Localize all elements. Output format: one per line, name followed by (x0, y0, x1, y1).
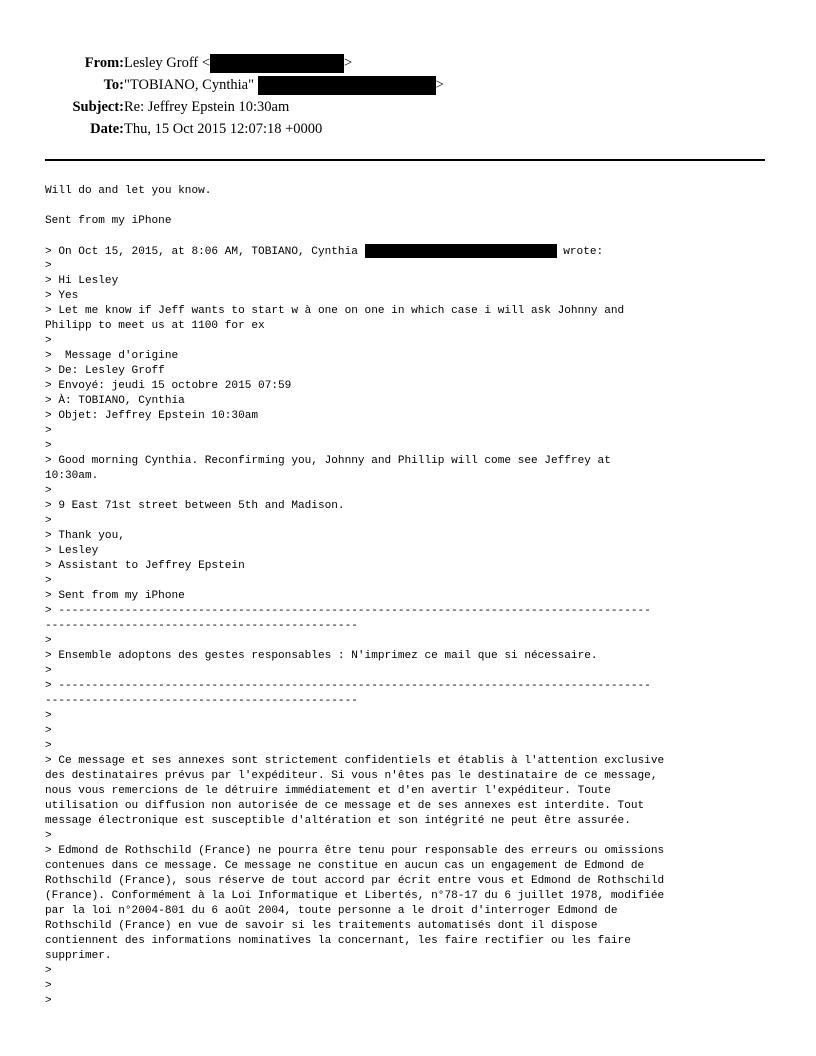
quote-intro-end: wrote: (556, 245, 604, 258)
quoted-line: contiennent des informations nominatives la concernant, les faire rectifier ou les faire (45, 935, 631, 947)
reply-text: Will do and let you know. (45, 185, 212, 197)
quoted-line: > (45, 710, 52, 722)
to-value (124, 74, 444, 96)
redaction-box (258, 76, 436, 95)
quoted-line: > (45, 725, 52, 737)
quote-intro (45, 244, 780, 259)
quoted-line: 10:30am. (45, 470, 99, 482)
quoted-line: > (45, 995, 52, 1007)
quoted-line: > (45, 335, 52, 347)
to-tail: > (435, 77, 444, 93)
quoted-line: Rothschild (France) en vue de savoir si les traitements automatisés dont il dispose (45, 920, 598, 932)
to-label: To: (103, 77, 124, 93)
quoted-line: > (45, 575, 52, 587)
quoted-line: > Envoyé: jeudi 15 octobre 2015 07:59 (45, 380, 292, 392)
quoted-line: > (45, 965, 52, 977)
quoted-line: contenues dans ce message. Ce message ne constitue en aucun cas un engagement de Edmond de (45, 860, 645, 872)
quoted-line: message électronique est susceptible d'altération et son intégrité ne peut être assurée. (45, 815, 631, 827)
to-name: "TOBIANO, Cynthia" (124, 77, 258, 93)
quoted-line: > Sent from my iPhone (45, 590, 185, 602)
quoted-line: > Good morning Cynthia. Reconfirming you, Johnny and Phillip will come see Jeffrey at (45, 455, 611, 467)
quoted-line: supprimer. (45, 950, 112, 962)
quoted-line: Rothschild (France), sous réserve de tout accord par écrit entre vous et Edmond de Rothschild (45, 875, 665, 887)
quoted-line: > 9 East 71st street between 5th and Madison. (45, 500, 345, 512)
quoted-line: > Edmond de Rothschild (France) ne pourra être tenu pour responsable des erreurs ou omissions (45, 845, 665, 857)
quoted-line: > À: TOBIANO, Cynthia (45, 395, 185, 407)
subject-value: Re: Jeffrey Epstein 10:30am (124, 99, 290, 115)
quoted-line: > (45, 440, 52, 452)
quoted-line: > Ce message et ses annexes sont strictement confidentiels et établis à l'attention exclusive (45, 755, 665, 767)
quoted-line: ----------------------------------------------- (45, 620, 358, 632)
quoted-line: > (45, 635, 52, 647)
redaction-box (365, 244, 557, 258)
quoted-line: (France). Conformément à la Loi Informatique et Libertés, n°78-17 du 6 juillet 1978, modifiée (45, 890, 665, 902)
quoted-line: > Objet: Jeffrey Epstein 10:30am (45, 410, 259, 422)
quoted-line: ----------------------------------------------- (45, 695, 358, 707)
signature-text: Sent from my iPhone (45, 215, 172, 227)
from-value (124, 52, 352, 74)
quoted-line: > (45, 485, 52, 497)
header-divider (45, 159, 765, 161)
quoted-line: > (45, 515, 52, 527)
quoted-message (45, 259, 780, 1009)
quoted-line: > (45, 830, 52, 842)
quoted-line: > Message d'origine (45, 350, 179, 362)
quoted-line: nous vous remercions de le détruire immédiatement et d'en avertir l'expéditeur. Toute (45, 785, 611, 797)
quoted-line: des destinataires prévus par l'expéditeur. Si vous n'êtes pas le destinataire de ce message, (45, 770, 658, 782)
quoted-line: Philipp to meet us at 1100 for ex (45, 320, 265, 332)
quoted-line: > Ensemble adoptons des gestes responsables : N'imprimez ce mail que si nécessaire. (45, 650, 598, 662)
date-value: Thu, 15 Oct 2015 12:07:18 +0000 (124, 121, 323, 137)
message-body (45, 184, 780, 1009)
quoted-line: > (45, 980, 52, 992)
from-tail: > (344, 55, 353, 71)
from-label: From: (84, 55, 124, 71)
redaction-box (210, 54, 344, 73)
quoted-line: > (45, 425, 52, 437)
quoted-line: > Assistant to Jeffrey Epstein (45, 560, 245, 572)
quoted-line: > (45, 260, 52, 272)
quoted-line: > (45, 740, 52, 752)
quoted-line: > De: Lesley Groff (45, 365, 165, 377)
quoted-line: > Thank you, (45, 530, 125, 542)
quoted-line: > Let me know if Jeff wants to start w à one on one in which case i will ask Johnny and (45, 305, 625, 317)
from-name: Lesley Groff < (124, 55, 211, 71)
quoted-line: > Hi Lesley (45, 275, 119, 287)
quote-intro-start: > On Oct 15, 2015, at 8:06 AM, TOBIANO, Cynthia (45, 245, 365, 258)
quoted-line: > ----------------------------------------------------------------------------------------- (45, 680, 651, 692)
quoted-line: > Lesley (45, 545, 99, 557)
date-label: Date: (90, 121, 124, 137)
quoted-line: > (45, 665, 52, 677)
quoted-line: utilisation ou diffusion non autorisée de ce message et de ses annexes est interdite. Tout (45, 800, 645, 812)
quoted-line: > Yes (45, 290, 79, 302)
quoted-line: par la loi n°2004-801 du 6 août 2004, toute personne a le droit d'interroger Edmond de (45, 905, 618, 917)
subject-label: Subject: (72, 99, 124, 115)
quoted-line: > ----------------------------------------------------------------------------------------- (45, 605, 651, 617)
